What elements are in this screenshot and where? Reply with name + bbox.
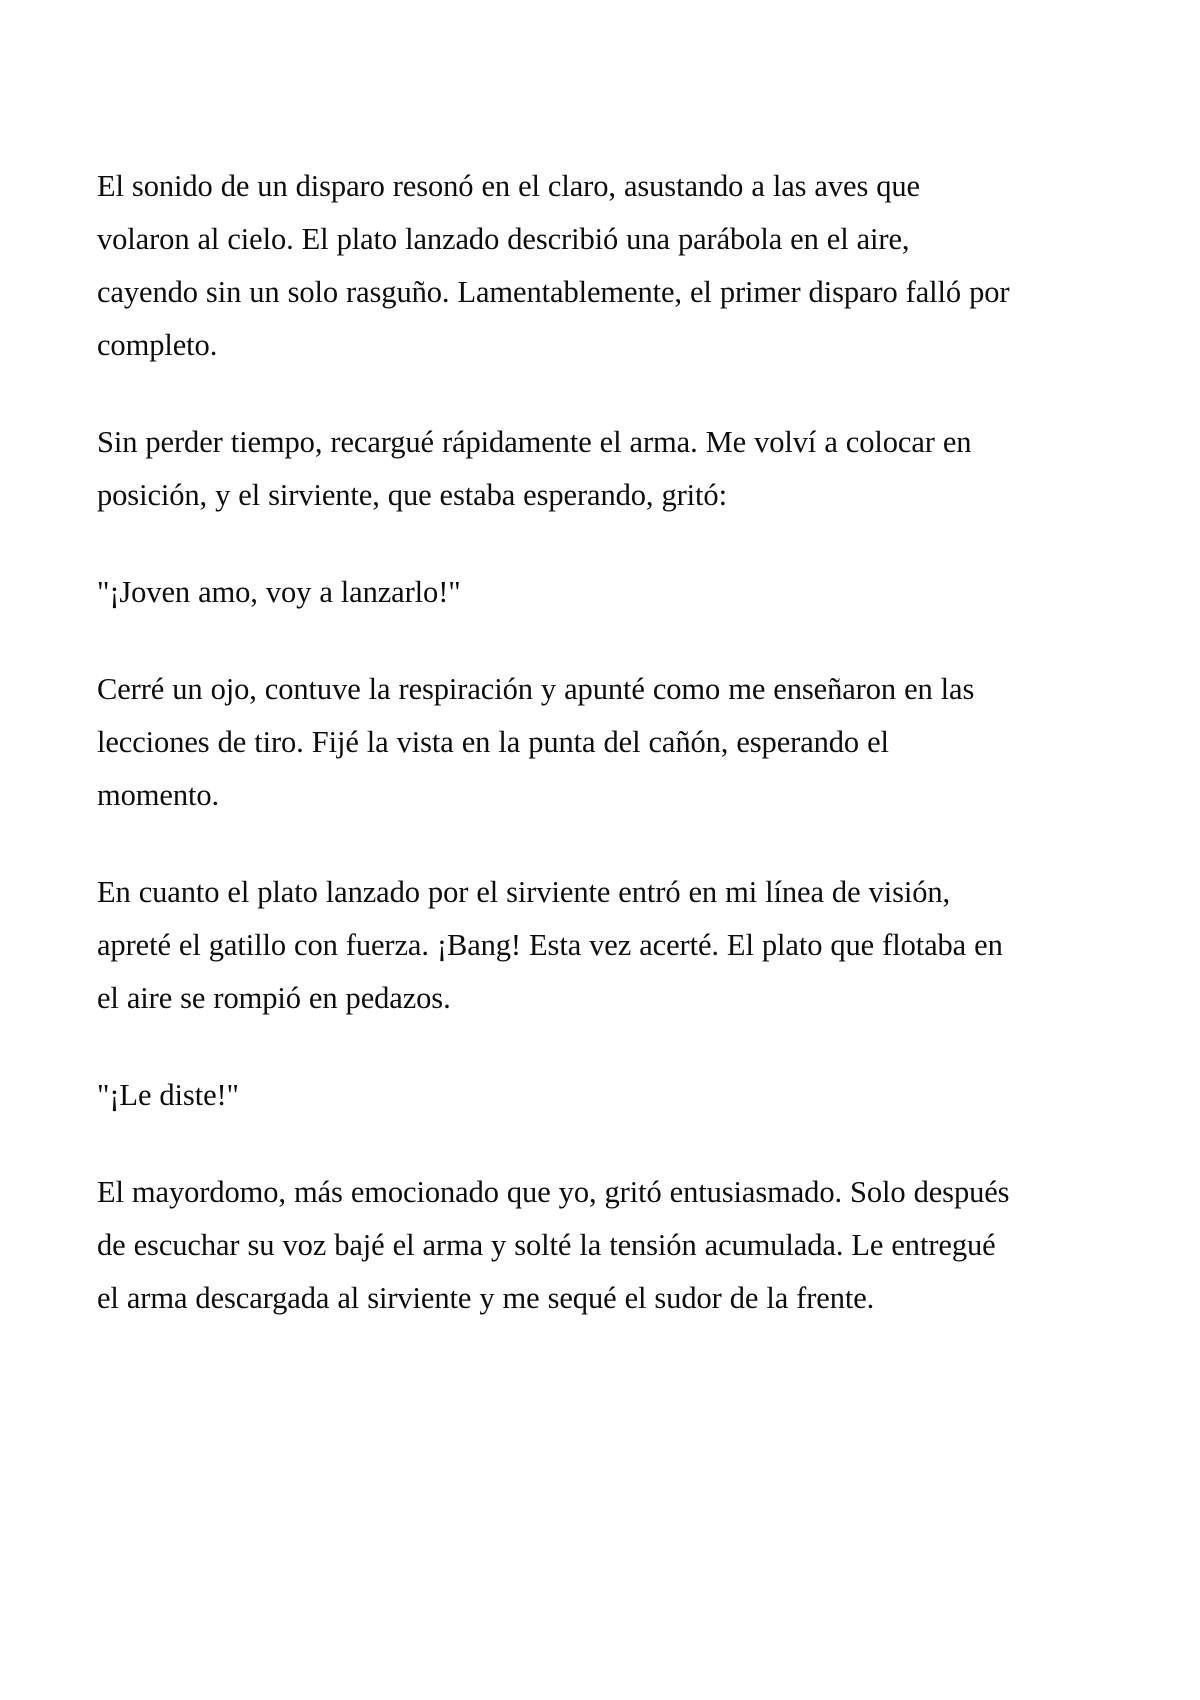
paragraph-2: Sin perder tiempo, recargué rápidamente el arma. Me volví a colocar en posición, y el sirviente, que estaba esperando, gritó: (97, 425, 972, 512)
document-text-body (97, 160, 1012, 1325)
paragraph-6-dialogue: "¡Le diste!" (97, 1078, 239, 1112)
paragraph-3-dialogue: "¡Joven amo, voy a lanzarlo!" (97, 575, 461, 609)
paragraph-1: El sonido de un disparo resonó en el claro, asustando a las aves que volaron al cielo. El plato lanzado describió una parábola en el aire, cayendo sin un solo rasguño. Lamentablemente, el primer disparo falló por completo. (97, 169, 1010, 362)
paragraph-4: Cerré un ojo, contuve la respiración y apunté como me enseñaron en las lecciones de tiro. Fijé la vista en la punta del cañón, esperando el momento. (97, 672, 975, 812)
paragraph-5: En cuanto el plato lanzado por el sirviente entró en mi línea de visión, apreté el gatillo con fuerza. ¡Bang! Esta vez acerté. El plato que flotaba en el aire se rompió en pedazos. (97, 875, 1003, 1015)
paragraph-7: El mayordomo, más emocionado que yo, gritó entusiasmado. Solo después de escuchar su voz bajé el arma y solté la tensión acumulada. Le entregué el arma descargada al sirviente y me sequé el sudor de la frente. (97, 1175, 1010, 1315)
